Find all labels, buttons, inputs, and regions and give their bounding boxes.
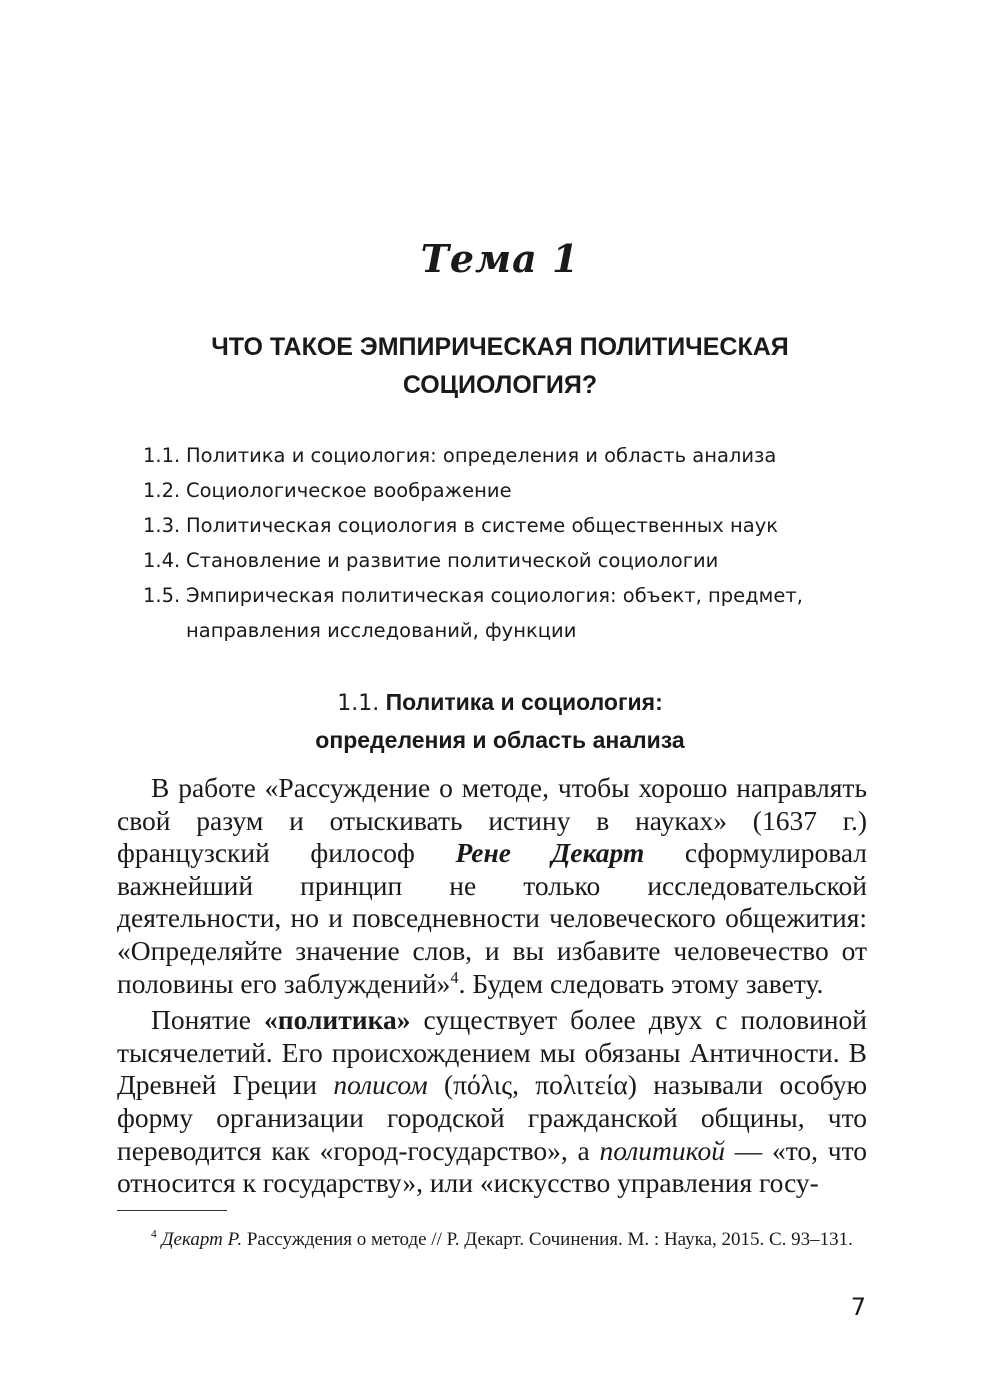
paragraph-2-text-a: Понятие: [151, 1004, 264, 1036]
paragraph-1-text-c: . Будем следовать этому завету.: [458, 967, 824, 999]
paragraph-2-text-c: (πόλις, πολιτεία) называли особую форму организации городской гражданской общины, что переводится как «город-государство», а: [117, 1069, 867, 1166]
toc-item-text: Становление и развитие политической социологии: [186, 549, 719, 572]
paragraph-1: [117, 772, 867, 1000]
footnote-author: Декарт Р.: [161, 1229, 243, 1250]
toc-item: [143, 438, 863, 473]
toc-item-text: Социологическое воображение: [186, 479, 512, 502]
paragraph-2-text-d: — «то, что относится к государству», или «искусство управления госу-: [117, 1134, 867, 1199]
toc-item: [143, 473, 863, 508]
paragraph-2-text-b: существует более двух с половиной тысячелетий. Его происхождением мы обязаны Античности. В Древней Греции: [117, 1004, 867, 1101]
toc-item-text: Политика и социология: определения и область анализа: [186, 444, 777, 467]
theme-title: Тема 1: [420, 236, 580, 281]
toc-item-number: 1.2.: [143, 479, 181, 502]
paragraph-1-text-a: В работе «Рассуждение о методе, чтобы хорошо направлять свой разум и отыскивать истину в науках» (1637 г.) французский философ: [117, 772, 867, 869]
section-title-part-2: определения и область анализа: [315, 727, 685, 753]
section-heading: [100, 684, 900, 758]
footnote: [117, 1226, 867, 1254]
toc-item-number: 1.1.: [143, 444, 181, 467]
footnote-text: Рассуждения о методе // Р. Декарт. Сочинения. М. : Наука, 2015. С. 93–131.: [242, 1229, 853, 1250]
toc-item-number: 1.4.: [143, 549, 181, 572]
chapter-title-line-1: ЧТО ТАКОЕ ЭМПИРИЧЕСКАЯ ПОЛИТИЧЕСКАЯ: [211, 333, 789, 361]
footnote-divider: [117, 1210, 227, 1211]
chapter-title-line-2: СОЦИОЛОГИЯ?: [402, 371, 598, 399]
chapter-title: [100, 328, 900, 404]
author-name: Рене Декарт: [455, 837, 645, 869]
footnote-number: 4: [151, 1228, 157, 1241]
footnote-body: [117, 1226, 867, 1254]
body-text: [117, 772, 867, 1204]
section-title-part-1: Политика и социология:: [385, 689, 663, 715]
section-number: 1.1.: [337, 691, 380, 716]
toc-item-number: 1.5.: [143, 584, 181, 607]
toc-item-text: Политическая социология в системе общественных наук: [186, 514, 779, 537]
page-number: 7: [850, 1293, 866, 1321]
toc-item: [143, 543, 863, 578]
term-polis: полисом: [333, 1069, 428, 1101]
toc-item-text: Эмпирическая политическая социология: объект, предмет, направления исследований, функции: [186, 584, 803, 642]
toc-item: [143, 578, 863, 648]
footnote-reference[interactable]: 4: [450, 967, 459, 987]
section-heading-line-1: [100, 684, 900, 722]
toc-item: [143, 508, 863, 543]
table-of-contents: [143, 438, 863, 648]
paragraph-2: [117, 1004, 867, 1200]
toc-item-number: 1.3.: [143, 514, 181, 537]
term-politics: «политика»: [263, 1004, 411, 1036]
paragraph-1-text-b: сформулировал важнейший принцип не только исследовательской деятельности, но и повседневности человеческого общежития: «Определяйте значение слов, и вы избавите человечество от половины его заблуждений»: [117, 837, 867, 999]
term-politika: политикой: [599, 1134, 725, 1166]
